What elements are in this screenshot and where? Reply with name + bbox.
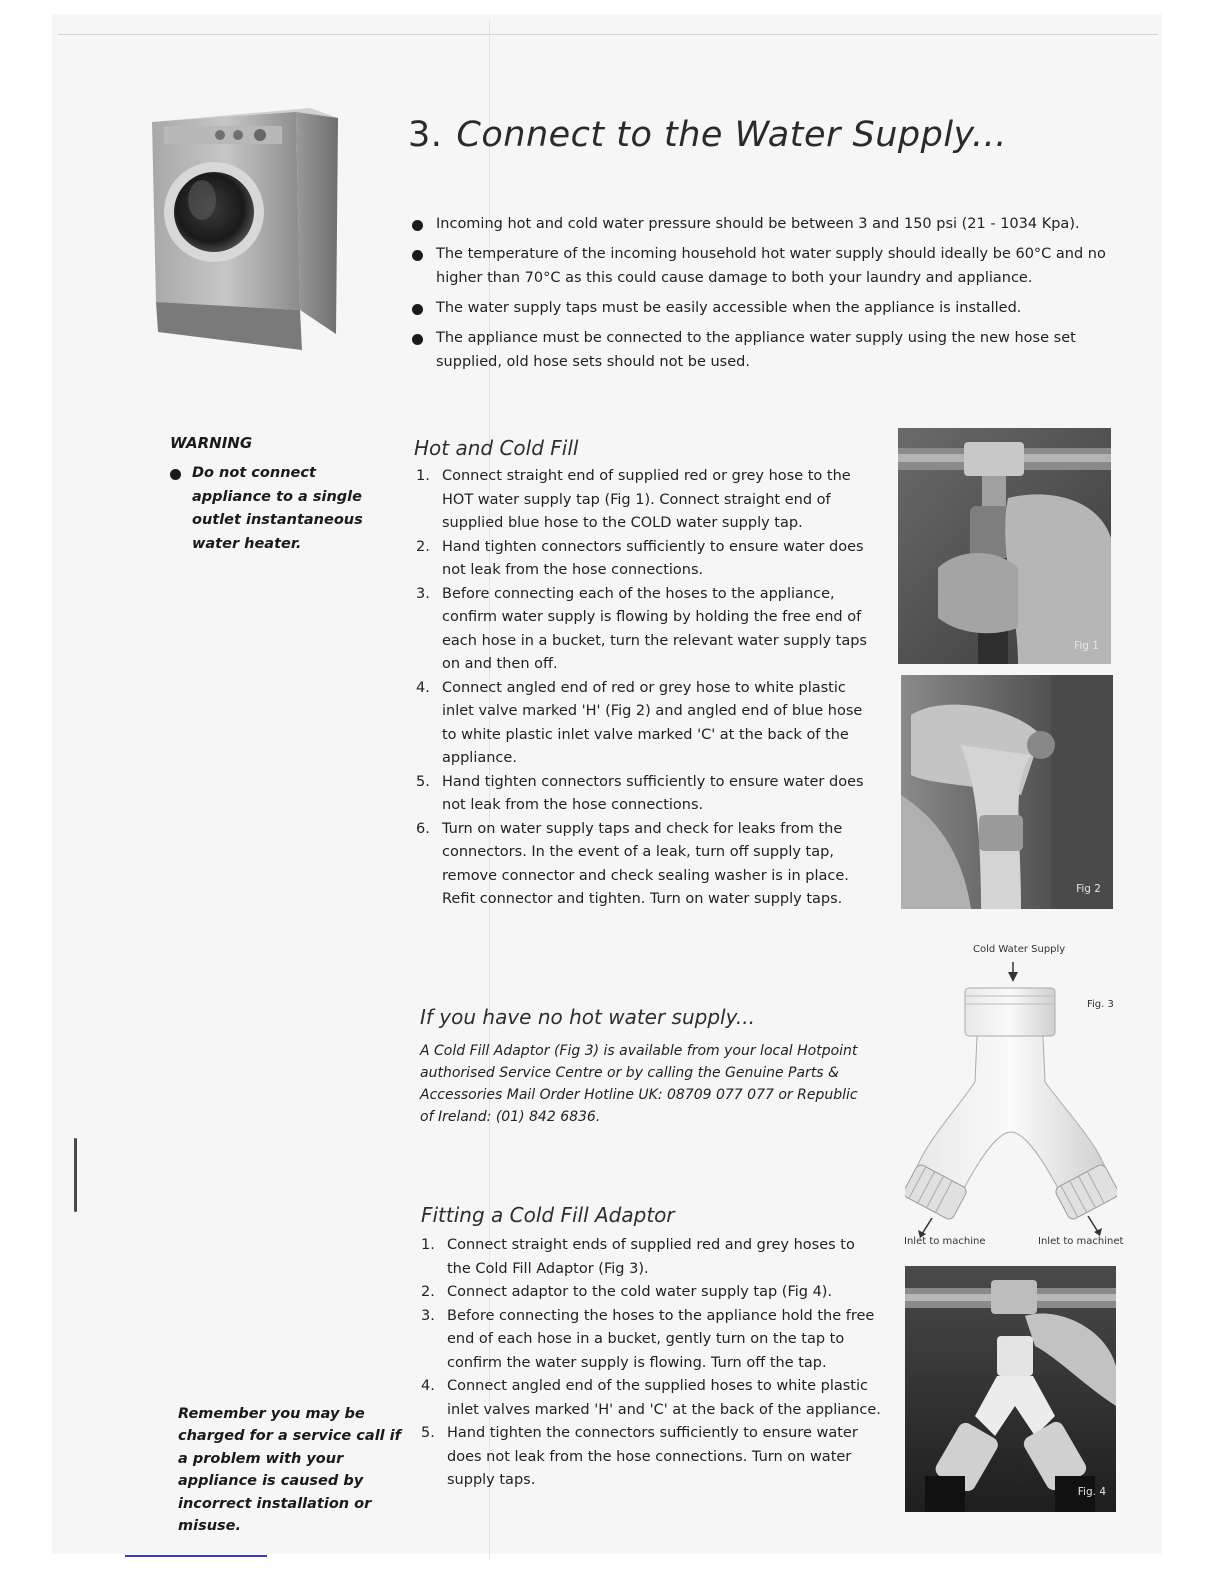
fig4-label: Fig. 4 — [1077, 1486, 1106, 1498]
step-text: Before connecting the hoses to the appliance hold the free end of each hose in a bucket, gently turn on the tap to confirm the water supply is flowing. Turn off the tap. — [447, 1307, 875, 1371]
step-number: 3. — [416, 585, 430, 602]
step-text: Connect straight end of supplied red or grey hose to the HOT water supply tap (Fig 1). Connect straight end of supplied blue hose to the COLD water supply tap. — [442, 468, 851, 531]
list-item: The water supply taps must be easily accessible when the appliance is installed. — [410, 296, 1110, 320]
step-text: Connect adaptor to the cold water supply tap (Fig 4). — [447, 1284, 833, 1300]
fig4-photo — [905, 1266, 1116, 1512]
step-text: Hand tighten the connectors sufficiently to ensure water does not leak from the hose connections. Turn on water supply taps. — [447, 1425, 858, 1488]
fig1-label: Fig 1 — [1074, 640, 1099, 652]
step-text: Turn on water supply taps and check for leaks from the connectors. In the event of a leak, turn off supply tap, remove connector and check sealing washer is in place. Refit connector and tighten. Turn on water supply taps. — [442, 820, 849, 907]
remember-note: Remember you may be charged for a service call if a problem with your appliance is caused by incorrect installation or misuse. — [178, 1405, 401, 1534]
fig1-photo — [898, 428, 1111, 664]
list-item — [416, 677, 874, 771]
scan-smudge — [74, 1138, 77, 1212]
step-number: 3. — [421, 1307, 435, 1324]
top-rule — [58, 34, 1158, 35]
step-number: 1. — [421, 1237, 435, 1253]
step-text: Before connecting each of the hoses to the appliance, confirm water supply is flowing by holding the free end of each hose in a bucket, turn the relevant water supply taps on and then off. — [442, 585, 867, 672]
fitting-steps — [421, 1234, 881, 1493]
list-item — [421, 1375, 881, 1422]
section-number: 3. — [408, 115, 443, 155]
page-title — [408, 115, 1007, 155]
fig2-photo — [901, 675, 1113, 909]
step-text: Connect angled end of the supplied hoses to white plastic inlet valves marked 'H' and 'C' at the back of the appliance. — [447, 1378, 881, 1418]
fig2-label: Fig 2 — [1076, 883, 1101, 895]
intro-bullet-list — [410, 212, 1110, 380]
list-item: The temperature of the incoming household hot water supply should ideally be 60°C and no higher than 70°C as this could cause damage to both your laundry and appliance. — [410, 242, 1110, 290]
cold-supply-label: Cold Water Supply — [973, 944, 1066, 955]
list-item — [421, 1305, 881, 1376]
washing-machine-photo — [150, 104, 340, 352]
warning-text: Do not connect appliance to a single outlet instantaneous water heater. — [192, 465, 363, 552]
fig3-adaptor-diagram — [905, 982, 1117, 1232]
no-hot-heading: If you have no hot water supply... — [420, 1005, 755, 1029]
bottom-rule — [125, 1555, 267, 1557]
section-title: Connect to the Water Supply... — [456, 115, 1007, 155]
step-number: 2. — [421, 1284, 435, 1300]
step-number: 4. — [421, 1378, 435, 1394]
list-item — [421, 1281, 881, 1305]
step-number: 5. — [421, 1425, 435, 1441]
list-item — [416, 465, 874, 536]
step-number: 2. — [416, 538, 430, 555]
list-item: Incoming hot and cold water pressure should be between 3 and 150 psi (21 - 1034 Kpa). — [410, 212, 1110, 236]
step-text: Connect straight ends of supplied red and grey hoses to the Cold Fill Adaptor (Fig 3). — [447, 1237, 855, 1277]
step-text: Hand tighten connectors sufficiently to ensure water does not leak from the hose connections. — [442, 773, 864, 813]
fitting-heading: Fitting a Cold Fill Adaptor — [421, 1203, 675, 1227]
warning-title: WARNING — [170, 434, 253, 452]
list-item — [421, 1422, 881, 1493]
step-text: Hand tighten connectors sufficiently to ensure water does not leak from the hose connections. — [442, 538, 864, 578]
step-number: 6. — [416, 820, 430, 837]
list-item: The appliance must be connected to the appliance water supply using the new hose set supplied, old hose sets should not be used. — [410, 326, 1110, 374]
inlet-right-label: Inlet to machinet — [1038, 1236, 1124, 1247]
warning-note — [170, 462, 370, 556]
fig3-label: Fig. 3 — [1087, 999, 1114, 1010]
inlet-left-label: Inlet to machine — [904, 1236, 986, 1247]
list-item — [421, 1234, 881, 1281]
step-text: Connect angled end of red or grey hose to white plastic inlet valve marked 'H' (Fig 2) and angled end of blue hose to white plastic inlet valve marked 'C' at the back of the appliance. — [442, 679, 863, 766]
arrow-left-inlet-icon — [918, 1218, 934, 1238]
arrow-down-icon — [1007, 962, 1019, 982]
arrow-right-inlet-icon — [1086, 1216, 1102, 1236]
step-number: 4. — [416, 679, 430, 696]
bullet-dot-icon — [170, 469, 181, 480]
cold-fill-adaptor-note: A Cold Fill Adaptor (Fig 3) is available from your local Hotpoint authorised Service Centre or by calling the Genuine Parts & Accessories Mail Order Hotline UK: 08709 077 077 or Republic of Ireland: (01) 842 6836. — [420, 1043, 858, 1125]
list-item — [416, 536, 874, 583]
list-item — [416, 583, 874, 677]
step-number: 5. — [416, 773, 430, 790]
hot-cold-steps — [416, 465, 874, 912]
list-item — [416, 818, 874, 912]
step-number: 1. — [416, 468, 430, 484]
hot-cold-heading: Hot and Cold Fill — [414, 436, 579, 460]
list-item — [416, 771, 874, 818]
